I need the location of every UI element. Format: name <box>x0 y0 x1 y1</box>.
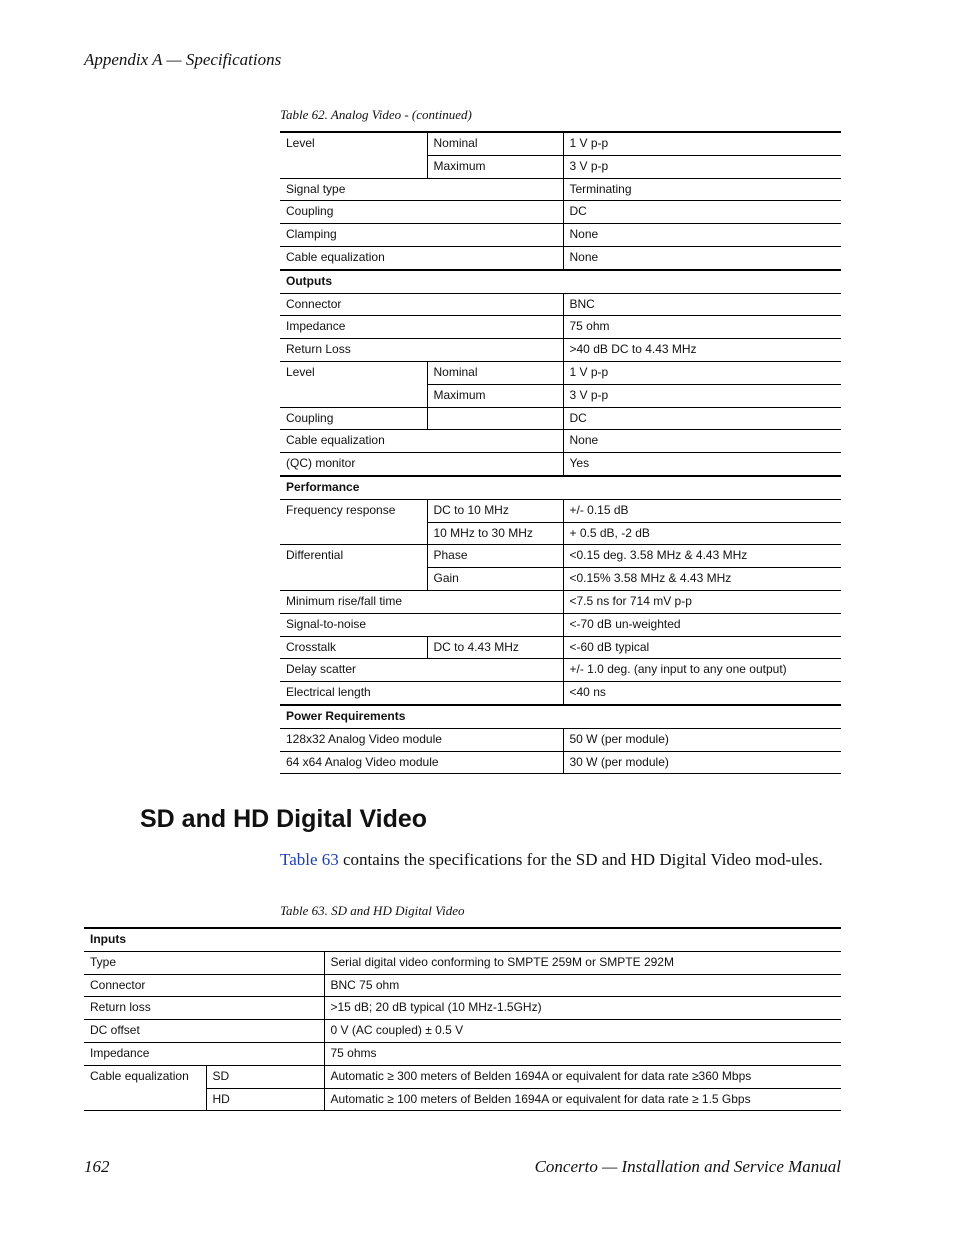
spec-sublabel: Maximum <box>427 384 563 407</box>
spec-value: <-70 dB un-weighted <box>563 613 841 636</box>
section-heading-performance: Performance <box>280 476 841 499</box>
section-row-outputs <box>280 270 841 293</box>
spec-label: Minimum rise/fall time <box>280 590 563 613</box>
spec-label: Coupling <box>280 201 563 224</box>
spec-label: Signal-to-noise <box>280 613 563 636</box>
table-row <box>280 613 841 636</box>
spec-value: None <box>563 430 841 453</box>
spec-value: +/- 1.0 deg. (any input to any one output) <box>563 659 841 682</box>
table-row <box>84 974 841 997</box>
spec-label: Crosstalk <box>280 636 427 659</box>
spec-label-empty <box>280 522 427 545</box>
section-row-power <box>280 705 841 728</box>
section-heading-outputs: Outputs <box>280 270 841 293</box>
table-row <box>280 339 841 362</box>
spec-value: 1 V p-p <box>563 132 841 155</box>
spec-label: Clamping <box>280 224 563 247</box>
table-row <box>280 201 841 224</box>
spec-label-empty <box>280 568 427 591</box>
page-number: 162 <box>84 1157 110 1176</box>
spec-value: 30 W (per module) <box>563 751 841 774</box>
spec-label: Electrical length <box>280 682 563 705</box>
spec-sublabel: DC to 10 MHz <box>427 499 563 522</box>
spec-label: Differential <box>286 548 344 563</box>
spec-value: None <box>563 224 841 247</box>
spec-label: Impedance <box>280 316 563 339</box>
spec-value: <0.15 deg. 3.58 MHz & 4.43 MHz <box>563 545 841 568</box>
spec-value: <7.5 ns for 714 mV p-p <box>563 590 841 613</box>
spec-label-empty <box>280 155 427 178</box>
spec-sublabel: DC to 4.43 MHz <box>427 636 563 659</box>
spec-label: Delay scatter <box>280 659 563 682</box>
table-row <box>280 545 841 568</box>
spec-sublabel: 10 MHz to 30 MHz <box>427 522 563 545</box>
spec-label: 128x32 Analog Video module <box>280 728 563 751</box>
table-row <box>84 1042 841 1065</box>
spec-sublabel-empty <box>427 407 563 430</box>
spec-label: 64 x64 Analog Video module <box>280 751 563 774</box>
spec-value: >15 dB; 20 dB typical (10 MHz-1.5GHz) <box>324 997 841 1020</box>
spec-value: Terminating <box>563 178 841 201</box>
spec-value: 3 V p-p <box>563 384 841 407</box>
spec-sublabel: Nominal <box>427 361 563 384</box>
table-row <box>280 568 841 591</box>
spec-value: None <box>563 246 841 269</box>
spec-value: Automatic ≥ 100 meters of Belden 1694A or equivalent for data rate ≥ 1.5 Gbps <box>324 1088 841 1111</box>
table-row <box>280 293 841 316</box>
spec-value: 75 ohms <box>324 1042 841 1065</box>
running-header: Appendix A — Specifications <box>84 50 282 69</box>
spec-label: DC offset <box>84 1020 324 1043</box>
table-row <box>84 1020 841 1043</box>
table-row <box>280 636 841 659</box>
table-row <box>280 178 841 201</box>
spec-value: Yes <box>563 453 841 476</box>
intro-text: contains the specifications for the SD and HD Digital Video mod-ules. <box>338 850 823 869</box>
table-row <box>84 1088 841 1111</box>
spec-value: >40 dB DC to 4.43 MHz <box>563 339 841 362</box>
spec-label-empty <box>280 384 427 407</box>
spec-label: Connector <box>280 293 563 316</box>
spec-label-empty <box>84 1088 206 1111</box>
table-63-caption: Table 63. SD and HD Digital Video <box>280 903 465 918</box>
table-row <box>280 522 841 545</box>
spec-label: Connector <box>84 974 324 997</box>
spec-value: 0 V (AC coupled) ± 0.5 V <box>324 1020 841 1043</box>
table-row <box>280 659 841 682</box>
spec-label: Coupling <box>280 407 427 430</box>
section-title: SD and HD Digital Video <box>140 805 428 833</box>
table-row <box>280 132 841 155</box>
table-row <box>280 751 841 774</box>
spec-sublabel: SD <box>206 1065 324 1088</box>
spec-label: Frequency response <box>286 502 396 517</box>
spec-value: <40 ns <box>563 682 841 705</box>
table-62-analog-video <box>280 131 841 774</box>
section-heading-inputs: Inputs <box>84 928 841 951</box>
section-row-inputs <box>84 928 841 951</box>
section-heading-power: Power Requirements <box>280 705 841 728</box>
spec-sublabel: Phase <box>427 545 563 568</box>
spec-sublabel: Maximum <box>427 155 563 178</box>
spec-value: 3 V p-p <box>563 155 841 178</box>
table-row <box>280 407 841 430</box>
table-63-link[interactable]: Table 63 <box>280 850 339 869</box>
spec-value: 1 V p-p <box>563 361 841 384</box>
spec-value: Automatic ≥ 300 meters of Belden 1694A or equivalent for data rate ≥360 Mbps <box>324 1065 841 1088</box>
spec-label: Return Loss <box>280 339 563 362</box>
spec-label: Signal type <box>280 178 563 201</box>
spec-label: (QC) monitor <box>280 453 563 476</box>
table-row <box>280 155 841 178</box>
spec-sublabel: Nominal <box>427 132 563 155</box>
spec-label: Type <box>84 951 324 974</box>
spec-value: 75 ohm <box>563 316 841 339</box>
spec-value: <-60 dB typical <box>563 636 841 659</box>
table-row <box>84 1065 841 1088</box>
spec-value: + 0.5 dB, -2 dB <box>563 522 841 545</box>
table-row <box>280 430 841 453</box>
footer-manual-title: Concerto — Installation and Service Manual <box>534 1157 841 1176</box>
intro-paragraph <box>280 849 845 870</box>
spec-sublabel: Gain <box>427 568 563 591</box>
spec-value: Serial digital video conforming to SMPTE 259M or SMPTE 292M <box>324 951 841 974</box>
table-62-caption: Table 62. Analog Video - (continued) <box>280 107 472 122</box>
spec-label: Cable equalization <box>90 1068 189 1083</box>
spec-value: +/- 0.15 dB <box>563 499 841 522</box>
spec-sublabel: HD <box>206 1088 324 1111</box>
table-row <box>280 316 841 339</box>
spec-value: DC <box>563 407 841 430</box>
spec-value: DC <box>563 201 841 224</box>
spec-value: 50 W (per module) <box>563 728 841 751</box>
spec-value: <0.15% 3.58 MHz & 4.43 MHz <box>563 568 841 591</box>
table-row <box>280 224 841 247</box>
spec-label: Return loss <box>84 997 324 1020</box>
table-row <box>280 728 841 751</box>
spec-label: Cable equalization <box>280 430 563 453</box>
spec-label: Level <box>286 136 315 150</box>
section-row-performance <box>280 476 841 499</box>
table-row <box>280 246 841 269</box>
table-row <box>280 682 841 705</box>
table-row <box>280 499 841 522</box>
table-63-sd-hd-digital-video <box>84 927 841 1111</box>
table-row <box>280 361 841 384</box>
table-row <box>280 453 841 476</box>
table-row <box>280 590 841 613</box>
table-row <box>280 384 841 407</box>
spec-label: Level <box>286 364 315 379</box>
spec-value: BNC 75 ohm <box>324 974 841 997</box>
spec-label: Impedance <box>84 1042 324 1065</box>
table-row <box>84 951 841 974</box>
spec-value: BNC <box>563 293 841 316</box>
table-row <box>84 997 841 1020</box>
spec-label: Cable equalization <box>280 246 563 269</box>
